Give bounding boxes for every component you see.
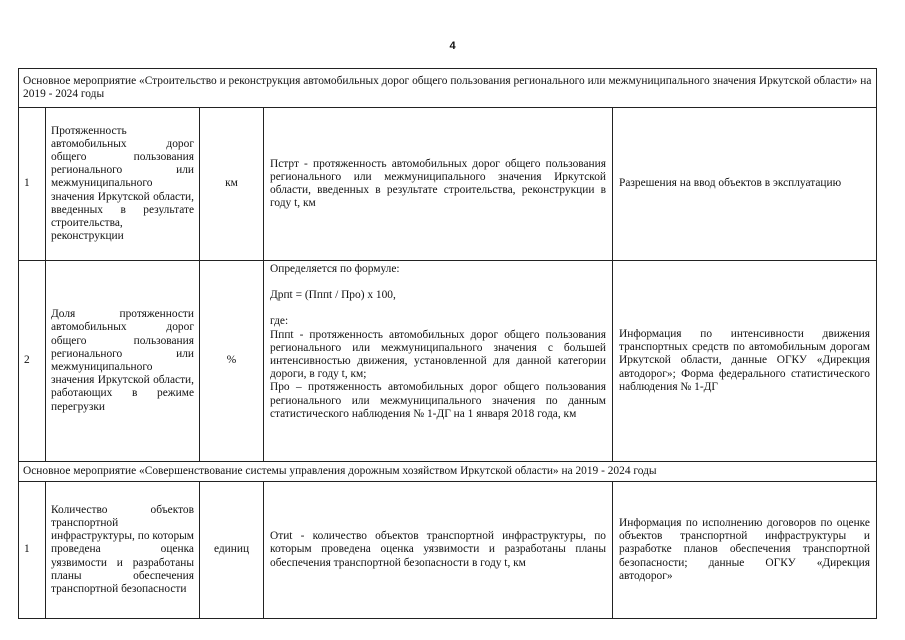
formula-definition: Про – протяженность автомобильных дорог общего пользования регионального или межмуниципального значения по данным статистического наблюдения № 1-ДГ на 1 января 2018 года, км [270,381,606,420]
row-number: 1 [19,108,46,261]
indicator-name: Доля протяженности автомобильных дорог общего пользования регионального или межмуниципального значения Иркутской области, работающих в режиме перегрузки [46,261,200,462]
section-header-row [19,462,877,482]
section-header-row [19,69,877,108]
row-number: 2 [19,261,46,462]
formula-cell: Отиt - количество объектов транспортной инфраструктуры, по которым проведена оценка уязвимости и разработаны планы обеспечения транспортной безопасности в году t, км [264,482,613,619]
row-number: 1 [19,482,46,619]
formula-expression: Дрпt = (Пппt / Про) х 100, [270,289,396,302]
indicators-table [18,68,877,619]
unit-cell: единиц [200,482,264,619]
section-title: Основное мероприятие «Строительство и реконструкция автомобильных дорог общего пользования регионального или межмуниципального значения Иркутской области» на 2019 - 2024 годы [19,69,877,108]
formula-cell [264,261,613,462]
page-number: 4 [449,40,456,52]
formula-where: где: [270,315,289,328]
unit-cell: % [200,261,264,462]
indicator-name: Количество объектов транспортной инфраструктуры, по которым проведена оценка уязвимости и разработаны планы обеспечения транспортной безопасности [46,482,200,619]
table-row [19,261,877,462]
unit-cell: км [200,108,264,261]
table-row [19,108,877,261]
formula-cell: Пстрт - протяженность автомобильных дорог общего пользования регионального или межмуниципального значения Иркутской области, введенных в результате строительства, реконструкции в году t, км [264,108,613,261]
source-cell: Разрешения на ввод объектов в эксплуатацию [613,108,877,261]
formula-definition: Пппt - протяженность автомобильных дорог общего пользования регионального или межмуниципального значения с большей интенсивностью движения, установленной для данной категории дороги, в году t, км; [270,328,606,381]
formula-intro: Определяется по формуле: [270,263,400,275]
table-row [19,482,877,619]
source-cell: Информация по интенсивности движения транспортных средств по автомобильным дорогам Иркутской области, данные ОГКУ «Дирекция автодорог»; Форма федерального статистического наблюдения № 1-ДГ [613,261,877,462]
section-title: Основное мероприятие «Совершенствование системы управления дорожным хозяйством Иркутской области» на 2019 - 2024 годы [19,462,877,482]
source-cell: Информация по исполнению договоров по оценке объектов транспортной инфраструктуры и разработке планов обеспечения транспортной безопасности; данные ОГКУ «Дирекция автодорог» [613,482,877,619]
indicator-name: Протяженность автомобильных дорог общего пользования регионального или межмуниципального значения Иркутской области, введенных в результате строительства, реконструкции [46,108,200,261]
